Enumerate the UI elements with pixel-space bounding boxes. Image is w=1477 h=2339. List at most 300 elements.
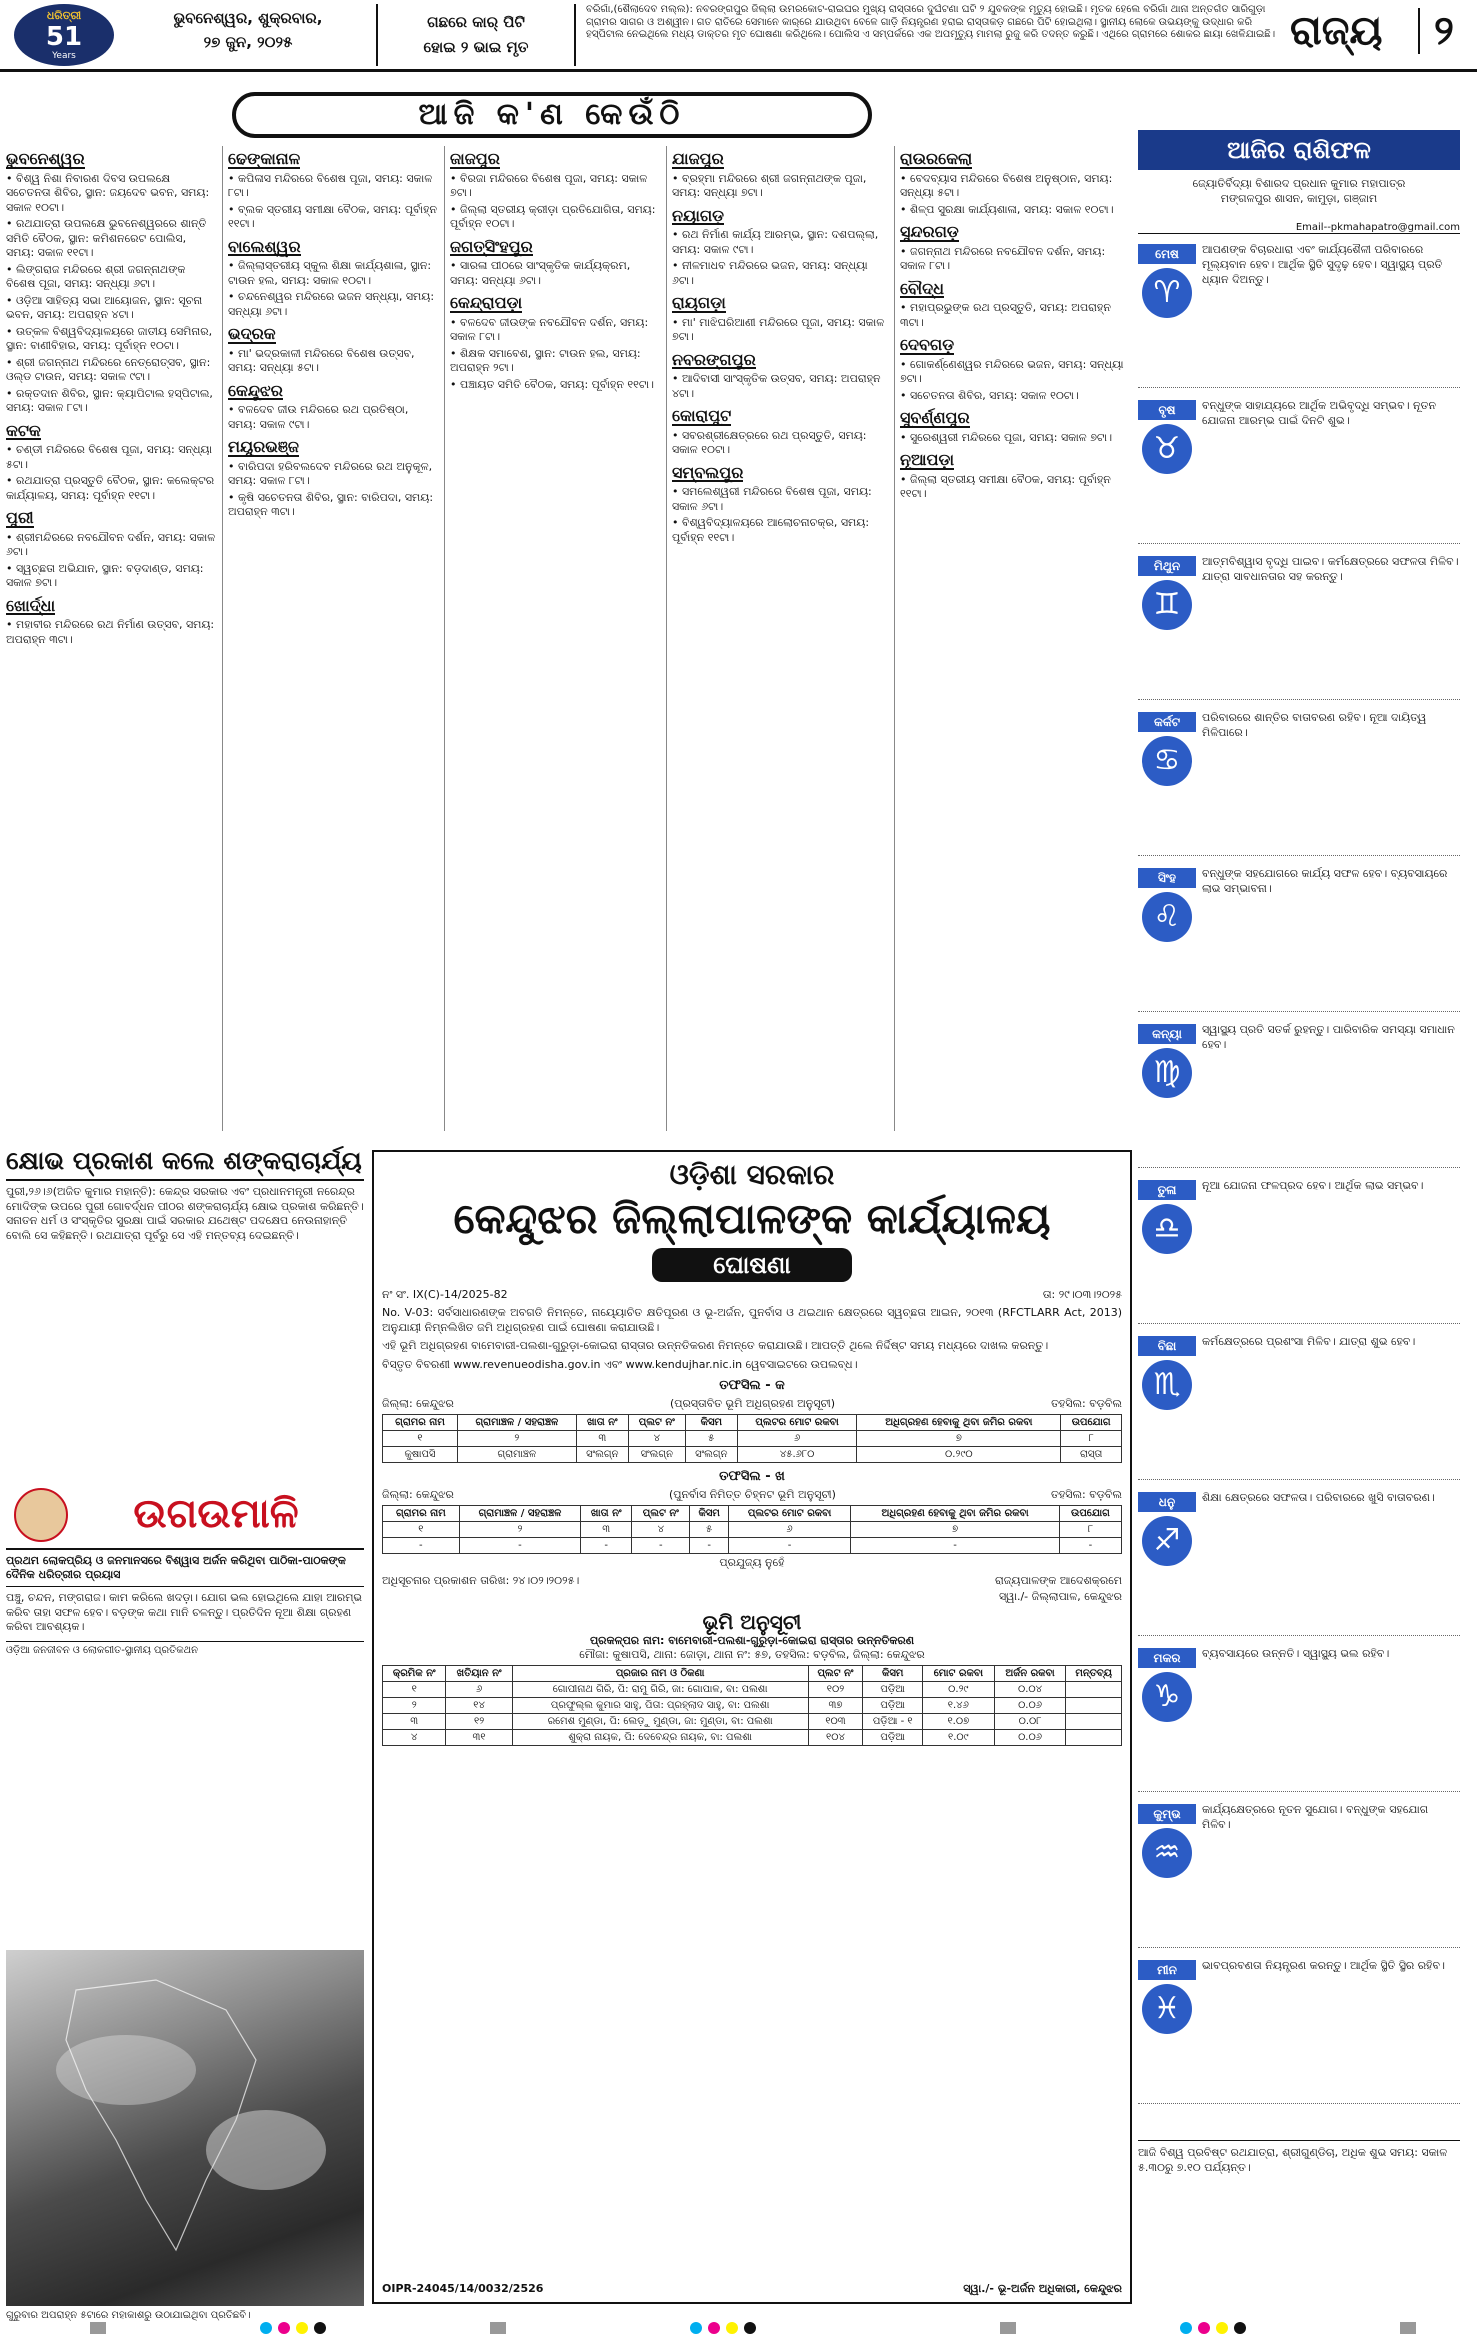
zodiac-icon: ♎ — [1142, 1204, 1192, 1254]
table-row — [383, 1714, 1122, 1730]
rashi-text: ଶିକ୍ଷା କ୍ଷେତ୍ରରେ ସଫଳତା। ପରିବାରରେ ଖୁସି ବାତାବରଣ। — [1202, 1491, 1435, 1504]
table-cell: ଅର୍ଜନ ରକବା — [994, 1666, 1066, 1682]
rashi-name: କନ୍ୟା — [1138, 1024, 1196, 1044]
table-cell: କ୍ରମିକ ନଂ — [383, 1666, 446, 1682]
table-row — [383, 1698, 1122, 1714]
table-cell: - — [728, 1538, 850, 1554]
table-cell: ଶୁକ୍ରା ନାୟକ, ପି: ଦେବେନ୍ଦ୍ର ନାୟକ, ବା: ପଲଶା — [512, 1730, 808, 1746]
black-dot — [1234, 2322, 1246, 2334]
magenta-dot — [708, 2322, 720, 2334]
table-cell: ମୋଟ ରକବା — [923, 1666, 995, 1682]
yellow-dot — [1216, 2322, 1228, 2334]
table-cell: ୧.୦୯ — [923, 1730, 995, 1746]
table-row — [383, 1730, 1122, 1746]
rashi-text: ପରିବାରରେ ଶାନ୍ତିର ବାତାବରଣ ରହିବ। ନୂଆ ଦାୟିତ୍ୱ ମିଳିପାରେ। — [1202, 711, 1427, 739]
rashi-sign — [1138, 1328, 1460, 1480]
table-cell: ପଡ଼ିଆ — [863, 1682, 923, 1698]
city-heading: ପୁରୀ — [6, 508, 34, 527]
rashi-sign — [1138, 392, 1460, 544]
city-heading: ଖୋର୍ଦ୍ଧା — [6, 595, 56, 615]
rashi-name: ଧନୁ — [1138, 1492, 1196, 1512]
memo-number: ନଂ ସଂ. IX(C)-14/2025-82 — [382, 1288, 508, 1301]
event-item: • ରକ୍ତଦାନ ଶିବିର, ସ୍ଥାନ: କ୍ୟାପିଟାଲ ହସ୍ପିଟାଲ, ସମୟ: ସକାଳ ୮ଟା। — [6, 387, 216, 416]
city-heading: ସୁନ୍ଦରଗଡ଼ — [900, 222, 959, 241]
table-cell: ୩ — [576, 1431, 628, 1447]
cyan-dot — [1180, 2322, 1192, 2334]
table-cell: - — [851, 1538, 1060, 1554]
top-news-text: ବରିଗାଁ,(ଶୈଲାଦେବ ମଲ୍ଲ): ନବରଙ୍ଗପୁର ଜିଲ୍ଲା ଉମରକୋଟ-ରାଇଘର ମୁଖ୍ୟ ରାସ୍ତାରେ ଦୁର୍ଘଟଣା ଘଟି ୨ ଯୁବକଙ୍କ ମୃତ୍ୟୁ ହୋଇଛି। ମୃତକ ହେଲେ ବରିଗାଁ ଥାନା ଅନ୍ତର୍ଗତ ସାରିଗୁଡ଼ା ଗ୍ରାମର ସାଗର ଓ ଅଶ୍ୱୀନ। ଗତ ରାତିରେ ସେମାନେ କାର୍‌ରେ ଯାଉଥିବା ବେଳେ ଗାଡ଼ି ନିୟନ୍ତ୍ରଣ ହରାଇ ରାସ୍ତାକଡ଼ ଗଛରେ ପିଟି ହୋଇଥିଲା। ସ୍ଥାନୀୟ ଲୋକେ ଉଭୟଙ୍କୁ ଉଦ୍ଧାର କରି ହସ୍ପିଟାଲ ନେଇଥିଲେ ମଧ୍ୟ ଡାକ୍ତର ମୃତ ଘୋଷଣା କରିଥିଲେ। ପୋଲିସ ଏ ସମ୍ପର୍କରେ ଏକ ଅପମୃତ୍ୟୁ ମାମଲା ରୁଜୁ କରି ତଦନ୍ତ କରୁଛି। ଏଥିରେ ଗ୍ରାମରେ ଶୋକର ଛାୟା ଖେଳିଯାଇଛି। — [586, 4, 1276, 40]
table-cell: ୨ — [383, 1698, 446, 1714]
dharitri-logo — [14, 4, 114, 66]
event-item: • ମହାବୀର ମନ୍ଦିରରେ ରଥ ନିର୍ମାଣ ଉତ୍ସବ, ସମୟ: ଅପରାହ୍ନ ୩ଟା। — [6, 618, 216, 647]
rashi-name: ମେଷ — [1138, 244, 1196, 264]
event-item: • ରଥଯାତ୍ରା ଉପଲକ୍ଷେ ଭୁବନେଶ୍ୱରରେ ଶାନ୍ତି ସମିତି ବୈଠକ, ସ୍ଥାନ: କମିଶନରେଟ ପୋଲିସ, ସମୟ: ସକାଳ ୧୧ଟା। — [6, 217, 216, 261]
rashi-sign — [1138, 1640, 1460, 1792]
table-cell: ମନ୍ତବ୍ୟ — [1066, 1666, 1122, 1682]
city-heading: ଜଗତ୍‌ସିଂହପୁର — [450, 236, 533, 256]
city-heading: କେନ୍ଦୁଝର — [228, 380, 283, 400]
event-item: • ବ୍ରହ୍ମା ମନ୍ଦିରରେ ଶ୍ରୀ ଜଗନ୍ନାଥଙ୍କ ପୂଜା, ସମୟ: ସନ୍ଧ୍ୟା ୭ଟା। — [672, 172, 888, 201]
table-cell: ୧.୪୬ — [923, 1698, 995, 1714]
table-cell: ୩ — [383, 1714, 446, 1730]
table-cell: ୩୧ — [446, 1730, 512, 1746]
event-item: • କପିଳାସ ମନ୍ଦିରରେ ବିଶେଷ ପୂଜା, ସମୟ: ସକାଳ ୮ଟା। — [228, 172, 438, 201]
table-cell: ପ୍ଲଟ ନଂ — [808, 1666, 863, 1682]
table-cell: ପ୍ରଫୁଲ୍ଲ କୁମାର ସାହୁ, ପିତା: ପ୍ରହ୍ଲାଦ ସାହୁ, ବା: ପଲଶା — [512, 1698, 808, 1714]
table-cell: ୭ — [851, 1522, 1060, 1538]
table-cell: ୮ — [1061, 1431, 1122, 1447]
notice-paragraph-3: ବିସ୍ତୃତ ବିବରଣୀ www.revenueodisha.gov.in ଏବଂ www.kendujhar.nic.in ୱେବସାଇଟରେ ଉପଲବ୍ଧ। — [382, 1357, 858, 1371]
schedule-k-subtitle: (ପ୍ରସ୍ତାବିତ ଭୂମି ଅଧିଗ୍ରହଣ ଅନୁସୂଚୀ) — [669, 1397, 836, 1410]
rashi-text: ଭାବପ୍ରବଣତା ନିୟନ୍ତ୍ରଣ କରନ୍ତୁ। ଆର୍ଥିକ ସ୍ଥିତି ସ୍ଥିର ରହିବ। — [1202, 1959, 1445, 1972]
astrologer-name: ଜ୍ୟୋତିର୍ବିଦ୍ୟା ବିଶାରଦ ପ୍ରଧାନ କୁମାର ମହାପାତ୍ର — [1192, 177, 1406, 190]
land-schedule-title: ଭୂମି ଅନୁସୂଚୀ — [702, 1610, 802, 1634]
table-cell: ପ୍ଲଟ ନଂ — [628, 1415, 685, 1431]
ugaudmali-credit: ଓଡ଼ିଆ ଜନଜୀବନ ଓ ଲୋକଗୀତ-ସ୍ଥାନୀୟ ପ୍ରତିକଥନ — [6, 1641, 364, 1656]
event-item: • ନୀଳମାଧବ ମନ୍ଦିରରେ ଭଜନ, ସମୟ: ସନ୍ଧ୍ୟା ୬ଟା। — [672, 259, 888, 288]
table-cell: ଉପଯୋଗ — [1059, 1506, 1121, 1522]
story-headline: କ୍ଷୋଭ ପ୍ରକାଶ କଲେ ଶଙ୍କରାଚାର୍ଯ୍ୟ — [6, 1146, 364, 1181]
rashifal-footer: ଆଜି ବିଶ୍ୱ ପ୍ରବିଷ୍ଟ ରଥଯାତ୍ରା, ଶ୍ରୀଗୁଣ୍ଡିଚା, ଅଧିକ ଶୁଭ ସମୟ: ସକାଳ ୫.୩୦ରୁ ୭.୧୦ ପର୍ଯ୍ୟନ୍ତ। — [1138, 2140, 1460, 2175]
event-item: • ସଚେତନତା ଶିବିର, ସମୟ: ସକାଳ ୧୦ଟା। — [900, 389, 1126, 404]
schedule-k-title: ତଫସିଲ - କ — [719, 1378, 785, 1393]
cartoon-face-icon — [14, 1488, 68, 1542]
city-heading: ବୌଦ୍ଧ — [900, 278, 944, 298]
shankaracharya-story — [6, 1146, 364, 1243]
rashi-name: କୁମ୍ଭ — [1138, 1804, 1196, 1824]
schedule-kh-subtitle: (ପୁନର୍ବାସ ନିମିତ୍ତ ଚିହ୍ନଟ ଭୂମି ଅନୁସୂଚୀ) — [668, 1488, 836, 1501]
table-cell: ୦.୦୬ — [994, 1730, 1066, 1746]
column-divider — [894, 146, 895, 1131]
event-item: • ଗୋକର୍ଣ୍ଣେଶ୍ୱର ମନ୍ଦିରରେ ଭଜନ, ସମୟ: ସନ୍ଧ୍ୟା ୭ଟା। — [900, 358, 1126, 387]
table-cell: କୁଷାପସି — [383, 1447, 458, 1463]
table-cell: ଖତିୟାନ ନଂ — [446, 1666, 512, 1682]
city-heading: ରାୟଗଡ଼ା — [672, 293, 726, 312]
logo-number: 51 — [45, 22, 83, 52]
table-cell: ୮ — [1059, 1522, 1121, 1538]
table-cell: ୨ — [457, 1431, 576, 1447]
table-cell: ଗ୍ରାମାଞ୍ଚଳ — [457, 1447, 576, 1463]
rashi-name: ମିଥୁନ — [1138, 556, 1196, 576]
zodiac-icon: ♓ — [1142, 1984, 1192, 2034]
rashi-name: ବୃଷ — [1138, 400, 1196, 420]
table-cell: ୦.୨୯୦ — [857, 1447, 1061, 1463]
city-heading: କୋରାପୁଟ — [672, 406, 732, 425]
table-cell: ୩ — [581, 1522, 632, 1538]
publish-date: ଅଧିସୂଚନାର ପ୍ରକାଶନ ତାରିଖ: ୨୪।୦୨।୨୦୨୫। — [382, 1574, 580, 1587]
schedule-k-table — [382, 1414, 1122, 1463]
zodiac-icon: ♌ — [1142, 892, 1192, 942]
events-column-5 — [900, 146, 1126, 1131]
rashi-sign — [1138, 1016, 1460, 1168]
oipr-number: OIPR-24045/14/0032/2526 — [382, 2282, 544, 2295]
event-item: • ବଳଦେବ ଜୀଉ ମନ୍ଦିରରେ ରଥ ପ୍ରତିଷ୍ଠା, ସମୟ: ସକାଳ ୯ଟା। — [228, 403, 438, 432]
satellite-map-outline — [6, 1950, 364, 2306]
city-heading: ଜାଜପୁର — [450, 149, 500, 168]
table-cell: ରାସ୍ତା — [1061, 1447, 1122, 1463]
table-cell: ସଂଲଗ୍ନ — [685, 1447, 737, 1463]
city-heading: ମୟୂରଭଞ୍ଜ — [228, 437, 299, 456]
rashi-text: କାର୍ଯ୍ୟକ୍ଷେତ୍ରରେ ନୂତନ ସୁଯୋଗ। ବନ୍ଧୁଙ୍କ ସହଯୋଗ ମିଳିବ। — [1202, 1803, 1429, 1831]
city-heading: ସୁବର୍ଣ୍ଣପୁର — [900, 408, 970, 427]
cyan-dot — [690, 2322, 702, 2334]
table-cell: - — [383, 1538, 460, 1554]
schedule-k-subrow — [382, 1397, 1122, 1411]
event-item: • ଶ୍ରୀମନ୍ଦିରରେ ନବଯୌବନ ଦର୍ଶନ, ସମୟ: ସକାଳ ୬ଟା। — [6, 531, 216, 560]
table-cell: ୧୦୨ — [808, 1682, 863, 1698]
event-item: • ଉତ୍କଳ ବିଶ୍ୱବିଦ୍ୟାଳୟରେ ଜାତୀୟ ସେମିନାର, ସ୍ଥାନ: ବାଣୀବିହାର, ସମୟ: ପୂର୍ବାହ୍ନ ୧୦ଟା। — [6, 325, 216, 354]
zodiac-icon: ♏ — [1142, 1360, 1192, 1410]
table-cell: ୫ — [690, 1522, 728, 1538]
schedule-kh-title: ତଫସିଲ - ଖ — [719, 1469, 785, 1484]
table-cell: ୧୪ — [446, 1698, 512, 1714]
rashi-text: ଆପଣଙ୍କ ବିଚାରଧାରା ଏବଂ କାର୍ଯ୍ୟଶୈଳୀ ପରିବାରରେ ମୂଲ୍ୟବାନ ହେବ। ଆର୍ଥିକ ସ୍ଥିତି ସୁଦୃଢ଼ ହେବ। ସ୍ୱାସ୍ଥ୍ୟ ପ୍ରତି ଧ୍ୟାନ ଦିଅନ୍ତୁ। — [1202, 243, 1443, 286]
yellow-dot — [296, 2322, 308, 2334]
notice-issuer: ଓଡ଼ିଶା ସରକାର — [669, 1158, 835, 1191]
event-item: • ବ୍ଲକ ସ୍ତରୀୟ ସମୀକ୍ଷା ବୈଠକ, ସମୟ: ପୂର୍ବାହ୍ନ ୧୧ଟା। — [228, 203, 438, 232]
land-schedule-table — [382, 1665, 1122, 1746]
magenta-dot — [278, 2322, 290, 2334]
rashi-name: କର୍କଟ — [1138, 712, 1196, 732]
city-heading: ଭଦ୍ରକ — [228, 324, 276, 343]
event-item: • ଚଣ୍ଡୀ ମନ୍ଦିରରେ ବିଶେଷ ପୂଜା, ସମୟ: ସନ୍ଧ୍ୟା ୫ଟା। — [6, 443, 216, 472]
table-cell: ୩୭ — [808, 1698, 863, 1714]
notice-type: ଘୋଷଣା — [652, 1248, 852, 1282]
table-cell: ୭ — [857, 1431, 1061, 1447]
ugaudmali-body: ପଞ୍ଚୁ, ଚନ୍ଦନ, ମଙ୍ଗରାଜ। କାମ କରିଲେ ଖଦଡ଼ା। ଯୋଗ ଭଲ ହୋଇଥିଲେ ଯାହା ଆରମ୍ଭ କରିବ ତାହା ସଫଳ ହେବ। ବଡ଼ଙ୍କ କଥା ମାନି ଚଳନ୍ତୁ। ପ୍ରତିଦିନ ନୂଆ ଶିକ୍ଷା ଗ୍ରହଣ କରିବା ଆବଶ୍ୟକ। — [6, 1591, 363, 1633]
table-cell: ୦.୦୪ — [994, 1682, 1066, 1698]
zodiac-icon: ♐ — [1142, 1516, 1192, 1566]
event-item: • କୃଷି ସଚେତନତା ଶିବିର, ସ୍ଥାନ: ବାରିପଦା, ସମୟ: ଅପରାହ୍ନ ୩ଟା। — [228, 491, 438, 520]
project-name: ପ୍ରକଳ୍ପର ନାମ: ବାମେବାରୀ-ପଲଶା-ଗୁରୁଡ଼ା-କୋଇରା ରାସ୍ତାର ଉନ୍ନତିକରଣ — [589, 1634, 915, 1647]
rashi-name: ମକର — [1138, 1648, 1196, 1668]
rashi-name: ସିଂହ — [1138, 868, 1196, 888]
events-column-4 — [672, 146, 888, 1131]
events-column-2 — [228, 146, 438, 1131]
table-row — [383, 1682, 1122, 1698]
rashi-name: ମୀନ — [1138, 1960, 1196, 1980]
rashi-sign — [1138, 1796, 1460, 1948]
rashi-sign — [1138, 548, 1460, 700]
logo-years: Years — [52, 51, 76, 61]
cyan-dot — [260, 2322, 272, 2334]
city-heading: ବାଲେଶ୍ୱର — [228, 236, 301, 256]
table-cell: ଖାତା ନଂ — [581, 1506, 632, 1522]
schedule-kh-table — [382, 1505, 1122, 1554]
event-item: • ବଳଦେବ ଜୀଉଙ୍କ ନବଯୌବନ ଦର୍ଶନ, ସମୟ: ସକାଳ ୮ଟା। — [450, 316, 660, 345]
event-item: • ସୁରେଶ୍ୱରୀ ମନ୍ଦିରରେ ପୂଜା, ସମୟ: ସକାଳ ୭ଟା। — [900, 431, 1126, 446]
table-cell: ୧୦୩ — [808, 1714, 863, 1730]
table-cell: କିସମ — [863, 1666, 923, 1682]
table-cell: ପ୍ରଜାର ନାମ ଓ ଠିକଣା — [512, 1666, 808, 1682]
grey-bar — [90, 2322, 106, 2334]
table-cell: ରମେଶ ମୁଣ୍ଡା, ପି: ଲେଡ଼ୁ ମୁଣ୍ଡା, ଜା: ମୁଣ୍ଡା, ବା: ପଲଶା — [512, 1714, 808, 1730]
rashi-name: ତୁଳା — [1138, 1180, 1196, 1200]
column-divider — [444, 146, 445, 1131]
rashi-sign — [1138, 860, 1460, 1012]
zodiac-icon: ♒ — [1142, 1828, 1192, 1878]
table-cell: ପଡ଼ିଆ - ୧ — [863, 1714, 923, 1730]
rashi-sign — [1138, 1484, 1460, 1636]
city-heading: ନୂଆପଡ଼ା — [900, 450, 954, 469]
column-divider — [222, 146, 223, 1131]
event-item: • ରଥଯାତ୍ରା ପ୍ରସ୍ତୁତି ବୈଠକ, ସ୍ଥାନ: କଲେକ୍ଟର କାର୍ଯ୍ୟାଳୟ, ସମୟ: ପୂର୍ବାହ୍ନ ୧୧ଟା। — [6, 474, 216, 503]
memo-date: ତା: ୨୯।୦୩।୨୦୨୫ — [1042, 1288, 1122, 1301]
table-cell — [1066, 1730, 1122, 1746]
top-headline — [376, 4, 576, 66]
notice-paragraph-1: No. V-03: ସର୍ବସାଧାରଣଙ୍କ ଅବଗତି ନିମନ୍ତେ, ନାୟ୍ୟୋଚିତ କ୍ଷତିପୂରଣ ଓ ଭୂ-ଅର୍ଜନ, ପୁନର୍ବାସ ଓ ଥଇଥାନ କ୍ଷେତ୍ରରେ ସ୍ୱଚ୍ଛତା ଆଇନ, ୨୦୧୩ (RFCTLARR Act, 2013) ଅନୁଯାୟୀ ନିମ୍ନଲିଖିତ ଜମି ଅଧିଗ୍ରହଣ ପାଇଁ ଘୋଷଣା କରାଯାଉଛି। — [382, 1306, 1122, 1334]
ugaudmali-box — [6, 1480, 364, 1656]
table-cell: ୦.୦୮ — [994, 1714, 1066, 1730]
table-cell: ଗ୍ରାମାଞ୍ଚଳ / ସହରାଞ୍ଚଳ — [459, 1506, 581, 1522]
table-cell: - — [459, 1538, 581, 1554]
rashi-sign — [1138, 704, 1460, 856]
ugaudmali-tagline: ପ୍ରଥମ ଲୋକପ୍ରିୟ ଓ ଜନମାନସରେ ବିଶ୍ୱାସ ଅର୍ଜନ କରିଥିବା ପାଠିକା-ପାଠକଙ୍କ ଦୈନିକ ଧରିତ୍ରୀର ପ୍ରୟାସ — [6, 1550, 364, 1587]
black-dot — [314, 2322, 326, 2334]
event-item: • ଜିଲ୍ଲା ସ୍ତରୀୟ କ୍ରୀଡ଼ା ପ୍ରତିଯୋଗିତା, ସମୟ: ପୂର୍ବାହ୍ନ ୧୦ଟା। — [450, 203, 660, 232]
table-cell: ୬ — [737, 1431, 857, 1447]
table-cell: ପ୍ଲଟର ମୋଟ ରକବା — [737, 1415, 857, 1431]
notice-office: କେନ୍ଦୁଝର ଜିଲ୍ଲାପାଳଙ୍କ କାର୍ଯ୍ୟାଳୟ — [453, 1194, 1051, 1243]
print-registration-marks — [0, 2318, 1477, 2338]
table-cell: ଉପଯୋଗ — [1061, 1415, 1122, 1431]
table-cell: ଗ୍ରାମର ନାମ — [383, 1506, 460, 1522]
table-cell: ୧ — [383, 1431, 458, 1447]
ugaudmali-logo — [6, 1480, 364, 1550]
story-body: ପୁରୀ,୨୬।୬(ଅଜିତ କୁମାର ମହାନ୍ତି): କେନ୍ଦ୍ର ସରକାର ଏବଂ ପ୍ରଧାନମନ୍ତ୍ରୀ ନରେନ୍ଦ୍ର ମୋଦିଙ୍କ ଉପରେ ପୁରୀ ଗୋବର୍ଦ୍ଧନ ପୀଠର ଶଙ୍କରାଚାର୍ଯ୍ୟ କ୍ଷୋଭ ପ୍ରକାଶ କରିଛନ୍ତି। ସନାତନ ଧର୍ମ ଓ ସଂସ୍କୃତିର ସୁରକ୍ଷା ପାଇଁ ସରକାର ଯଥେଷ୍ଟ ପଦକ୍ଷେପ ନେଉନାହାନ୍ତି ବୋଲି ସେ କହିଛନ୍ତି। ରଥଯାତ୍ରା ପୂର୍ବରୁ ସେ ଏହି ମନ୍ତବ୍ୟ ଦେଇଛନ୍ତି। — [6, 1185, 364, 1242]
magenta-dot — [1198, 2322, 1210, 2334]
city-heading: ରାଉରକେଲା — [900, 149, 973, 168]
table-cell: ୧୦୪ — [808, 1730, 863, 1746]
city-heading: ଦେବଗଡ଼ — [900, 335, 955, 354]
table-cell: - — [581, 1538, 632, 1554]
collector-signature: ସ୍ୱା./- ଜିଲ୍ଲାପାଳ, କେନ୍ଦୁଝର — [998, 1590, 1122, 1603]
event-item: • ପଞ୍ଚାୟତ ସମିତି ବୈଠକ, ସମୟ: ପୂର୍ବାହ୍ନ ୧୧ଟା। — [450, 378, 660, 393]
rashi-text: ନୂଆ ଯୋଜନା ଫଳପ୍ରଦ ହେବ। ଆର୍ଥିକ ଲାଭ ସମ୍ଭବ। — [1202, 1179, 1424, 1192]
event-item: • ଶ୍ରୀ ଜଗନ୍ନାଥ ମନ୍ଦିରରେ ନେତ୍ରୋତ୍ସବ, ସ୍ଥାନ: ଓଲ୍ଡ ଟାଉନ, ସମୟ: ସକାଳ ୯ଟା। — [6, 356, 216, 385]
table-cell: ଅଧିଗ୍ରହଣ ହେବାକୁ ଥିବା ଜମିର ରକବା — [857, 1415, 1061, 1431]
event-item: • ବିଶ୍ୱ ନିଶା ନିବାରଣ ଦିବସ ଉପଲକ୍ଷେ ସଚେତନତା ଶିବିର, ସ୍ଥାନ: ଜୟଦେବ ଭବନ, ସମୟ: ସକାଳ ୧୦ଟା। — [6, 172, 216, 216]
land-officer-signature: ସ୍ୱା./- ଭୂ-ଅର୍ଜନ ଅଧିକାରୀ, କେନ୍ଦୁଝର — [963, 2282, 1122, 2295]
table-cell: ୪ — [632, 1522, 690, 1538]
event-item: • ଜଗନ୍ନାଥ ମନ୍ଦିରରେ ନବଯୌବନ ଦର୍ଶନ, ସମୟ: ସକାଳ ୮ଟା। — [900, 245, 1126, 274]
zodiac-icon: ♊ — [1142, 580, 1192, 630]
rashi-text: ବନ୍ଧୁଙ୍କ ସାହାଯ୍ୟରେ ଆର୍ଥିକ ଅଭିବୃଦ୍ଧି ସମ୍ଭବ। ନୂତନ ଯୋଜନା ଆରମ୍ଭ ପାଇଁ ଦିନଟି ଶୁଭ। — [1202, 399, 1437, 427]
dateline-place: ଭୁବନେଶ୍ୱର, ଶୁକ୍ରବାର, — [173, 9, 323, 27]
rashi-sign — [1138, 1952, 1460, 2104]
event-item: • ଲିଙ୍ଗରାଜ ମନ୍ଦିରରେ ଶ୍ରୀ ଜଗନ୍ନାଥଙ୍କ ବିଶେଷ ପୂଜା, ସମୟ: ସନ୍ଧ୍ୟା ୬ଟା। — [6, 263, 216, 292]
table-cell: ଗ୍ରାମର ନାମ — [383, 1415, 458, 1431]
rashi-name: ବିଛା — [1138, 1336, 1196, 1356]
district-label: ଜିଲ୍ଲା: କେନ୍ଦୁଝର — [382, 1397, 454, 1410]
table-cell: ସଂଲଗ୍ନ — [576, 1447, 628, 1463]
city-heading: ନବରଙ୍ଗପୁର — [672, 349, 756, 369]
table-cell: ୪ — [383, 1730, 446, 1746]
governor-order: ରାଜ୍ୟପାଳଙ୍କ ଆଦେଶକ୍ରମେ — [995, 1574, 1122, 1587]
event-item: • ଜିଲ୍ଲା ସ୍ତରୀୟ ସମୀକ୍ଷା ବୈଠକ, ସମୟ: ପୂର୍ବାହ୍ନ ୧୧ଟା। — [900, 473, 1126, 502]
government-notice — [372, 1150, 1132, 2304]
table-cell: ୧.୦୭ — [923, 1714, 995, 1730]
top-news-body — [586, 4, 1276, 66]
event-item: • ସ୍ୱଚ୍ଛତା ଅଭିଯାନ, ସ୍ଥାନ: ବଡ଼ଦାଣ୍ଡ, ସମୟ: ସକାଳ ୭ଟା। — [6, 562, 216, 591]
table-cell: କିସମ — [685, 1415, 737, 1431]
table-cell: କିସମ — [690, 1506, 728, 1522]
table-cell: ୪୫.୬୮୦ — [737, 1447, 857, 1463]
table-cell: ୨ — [459, 1522, 581, 1538]
table-cell: ୬ — [446, 1682, 512, 1698]
table-cell: - — [690, 1538, 728, 1554]
table-cell: ସଂଲଗ୍ନ — [628, 1447, 685, 1463]
notice-footer — [382, 2282, 1122, 2296]
event-item: • ମହାପ୍ରଭୁଙ୍କ ରଥ ପ୍ରସ୍ତୁତି, ସମୟ: ଅପରାହ୍ନ ୩ଟା। — [900, 301, 1126, 330]
column-divider — [666, 146, 667, 1131]
table-cell: ଗୋପୀନାଥ ଗିରି, ପି: ରାମୁ ଗିରି, ଜା: ଗୋପାଳ, ବା: ପଲଶା — [512, 1682, 808, 1698]
city-heading: ଢେଙ୍କାନାଳ — [228, 149, 301, 168]
events-banner: ଆଜି କ'ଣ କେଉଁଠି — [232, 92, 872, 138]
black-dot — [744, 2322, 756, 2334]
event-item: • ଜିଲ୍ଲାସ୍ତରୀୟ ସ୍କୁଲ ଶିକ୍ଷା କାର୍ଯ୍ୟଶାଳା, ସ୍ଥାନ: ଟାଉନ ହଲ, ସମୟ: ସକାଳ ୧୦ଟା। — [228, 259, 438, 288]
tahasil-label: ତହସିଲ: ବଡ଼ବିଲ — [1051, 1488, 1122, 1501]
event-item: • ବେଦବ୍ୟାସ ମନ୍ଦିରରେ ବିଶେଷ ଅନୁଷ୍ଠାନ, ସମୟ: ସନ୍ଧ୍ୟା ୫ଟା। — [900, 172, 1126, 201]
rashifal-title: ଆଜିର ରାଶିଫଳ — [1138, 130, 1460, 170]
zodiac-icon: ♋ — [1142, 736, 1192, 786]
grey-bar — [490, 2322, 506, 2334]
astrologer-place: ମଙ୍ଗଳପୁର ଶାସନ, କାମୁଡ଼ା, ଗଞ୍ଜାମ — [1220, 192, 1378, 205]
city-heading: କେନ୍ଦ୍ରାପଡ଼ା — [450, 293, 523, 312]
ugaudmali-title: ଉଗଉମାଳି — [133, 1491, 299, 1537]
city-heading: ସମ୍ବଲପୁର — [672, 462, 744, 482]
rashi-text: କର୍ମକ୍ଷେତ୍ରରେ ପ୍ରଶଂସା ମିଳିବ। ଯାତ୍ରା ଶୁଭ ହେବ। — [1202, 1335, 1416, 1348]
table-cell: ଗ୍ରାମାଞ୍ଚଳ / ସହରାଞ୍ଚଳ — [457, 1415, 576, 1431]
yellow-dot — [726, 2322, 738, 2334]
table-cell: ୪ — [628, 1431, 685, 1447]
zodiac-icon: ♍ — [1142, 1048, 1192, 1098]
table-cell: ୧୨ — [446, 1714, 512, 1730]
rashi-text: ବନ୍ଧୁଙ୍କ ସହଯୋଗରେ କାର୍ଯ୍ୟ ସଫଳ ହେବ। ବ୍ୟବସାୟରେ ଲାଭ ସମ୍ଭାବନା। — [1202, 867, 1448, 895]
table-cell: - — [632, 1538, 690, 1554]
table-cell — [1066, 1714, 1122, 1730]
mouza-details: ମୌଜା: କୁଷାପସି, ଥାନା: ଜୋଡ଼ା, ଥାନା ନଂ: ୫୭, ତହସିଲ: ବଡ଼ବିଲ, ଜିଲ୍ଲା: କେନ୍ଦୁଝର — [579, 1648, 925, 1661]
rashi-sign — [1138, 236, 1460, 388]
event-item: • ବାରିପଦା ହରିବଲଦେବ ମନ୍ଦିରରେ ରଥ ଅନୁକୂଳ, ସମୟ: ସକାଳ ୮ଟା। — [228, 460, 438, 489]
event-item: • ମା' ଭଦ୍ରକାଳୀ ମନ୍ଦିରରେ ବିଶେଷ ଉତ୍ସବ, ସମୟ: ସନ୍ଧ୍ୟା ୫ଟା। — [228, 347, 438, 376]
table-cell: - — [1059, 1538, 1121, 1554]
table-cell: ୧ — [383, 1522, 460, 1538]
event-item: • ସବରଶ୍ରୀକ୍ଷେତ୍ରରେ ରଥ ପ୍ରସ୍ତୁତି, ସମୟ: ସକାଳ ୧୦ଟା। — [672, 429, 888, 458]
page-number: ୨ — [1418, 8, 1468, 54]
city-heading: ଯାଜପୁର — [672, 149, 724, 168]
dateline-date: ୨୭ ଜୁନ, ୨୦୨୫ — [203, 33, 293, 51]
event-item: • ବିଶ୍ୱବିଦ୍ୟାଳୟରେ ଆଲୋଚନାଚକ୍ର, ସମୟ: ପୂର୍ବାହ୍ନ ୧୧ଟା। — [672, 516, 888, 545]
zodiac-icon: ♈ — [1142, 268, 1192, 318]
notice-paragraph-2: ଏହି ଭୂମି ଅଧିଗ୍ରହଣ ବାମେବାରୀ-ପଲଶା-ଗୁରୁଡ଼ା-କୋଇରା ରାସ୍ତାର ଉନ୍ନତିକରଣ ନିମନ୍ତେ କରାଯାଉଛି। ଆପତ୍ତି ଥିଲେ ନିର୍ଦ୍ଦିଷ୍ଟ ସମୟ ମଧ୍ୟରେ ଦାଖଲ କରନ୍ତୁ। — [382, 1339, 1049, 1352]
event-item: • ବିରଜା ମନ୍ଦିରରେ ବିଶେଷ ପୂଜା, ସମୟ: ସକାଳ ୭ଟା। — [450, 172, 660, 201]
table-cell: ୬ — [728, 1522, 850, 1538]
headline-line-2: ହୋଇ ୨ ଭାଇ ମୃତ — [423, 38, 529, 56]
rashi-text: ସ୍ୱାସ୍ଥ୍ୟ ପ୍ରତି ସତର୍କ ରୁହନ୍ତୁ। ପାରିବାରିକ ସମସ୍ୟା ସମାଧାନ ହେବ। — [1202, 1023, 1455, 1051]
satellite-image — [6, 1950, 364, 2306]
district-label: ଜିଲ୍ଲା: କେନ୍ଦୁଝର — [382, 1488, 454, 1501]
table-cell: ଖାତା ନଂ — [576, 1415, 628, 1431]
table-cell — [1066, 1698, 1122, 1714]
event-item: • ସମଲେଶ୍ୱରୀ ମନ୍ଦିରରେ ବିଶେଷ ପୂଜା, ସମୟ: ସକାଳ ୬ଟା। — [672, 485, 888, 514]
city-heading: ନୟାଗଡ଼ — [672, 205, 725, 225]
event-item: • ରଥ ନିର୍ମାଣ କାର୍ଯ୍ୟ ଆରମ୍ଭ, ସ୍ଥାନ: ଦଶପଲ୍ଲା, ସମୟ: ସକାଳ ୯ଟା। — [672, 228, 888, 257]
rashi-text: ବ୍ୟବସାୟରେ ଉନ୍ନତି। ସ୍ୱାସ୍ଥ୍ୟ ଭଲ ରହିବ। — [1202, 1647, 1390, 1660]
schedule-kh-note: ପ୍ରଯୁଜ୍ୟ ନୁହେଁ — [719, 1556, 785, 1569]
table-cell: ୦.୨୯ — [923, 1682, 995, 1698]
table-cell: ୦.୦୬ — [994, 1698, 1066, 1714]
grey-bar — [1400, 2322, 1416, 2334]
rashi-text: ଆତ୍ମବିଶ୍ୱାସ ବୃଦ୍ଧି ପାଇବ। କର୍ମକ୍ଷେତ୍ରରେ ସଫଳତା ମିଳିବ। ଯାତ୍ରା ସାବଧାନତାର ସହ କରନ୍ତୁ। — [1202, 555, 1459, 583]
zodiac-icon: ♉ — [1142, 424, 1192, 474]
table-cell: ପ୍ଲଟ ନଂ — [632, 1506, 690, 1522]
event-item: • ଶିଳ୍ପ ସୁରକ୍ଷା କାର୍ଯ୍ୟଶାଳା, ସମୟ: ସକାଳ ୧୦ଟା। — [900, 203, 1126, 218]
headline-line-1: ଗଛରେ କାର୍ ପିଟି — [427, 13, 525, 31]
zodiac-icon: ♑ — [1142, 1672, 1192, 1722]
events-column-1 — [6, 146, 216, 1131]
table-cell: ପଡ଼ିଆ — [863, 1698, 923, 1714]
event-item: • ଆଦିବାସୀ ସାଂସ୍କୃତିକ ଉତ୍ସବ, ସମୟ: ଅପରାହ୍ନ ୪ଟା। — [672, 372, 888, 401]
table-cell: ପ୍ଲଟର ମୋଟ ରକବା — [728, 1506, 850, 1522]
satellite-caption: ଗୁରୁବାର ଅପରାହ୍ନ ୫ଟାରେ ମହାକାଶରୁ ଉଠାଯାଇଥିବା ପ୍ରତିଛବି। — [6, 2310, 251, 2321]
events-column-3 — [450, 146, 660, 1131]
city-heading: କଟକ — [6, 420, 41, 440]
astrologer-credit — [1138, 176, 1460, 206]
tahasil-label: ତହସିଲ: ବଡ଼ବିଲ — [1051, 1397, 1122, 1410]
table-cell: ୫ — [685, 1431, 737, 1447]
event-item: • ମା' ମାଝିଘରିଆଣୀ ମନ୍ଦିରରେ ପୂଜା, ସମୟ: ସକାଳ ୭ଟା। — [672, 316, 888, 345]
table-cell: ଅଧିଗ୍ରହଣ ହେବାକୁ ଥିବା ଜମିର ରକବା — [851, 1506, 1060, 1522]
logo-title: ଧରିତ୍ରୀ — [46, 9, 82, 22]
event-item: • ଶିକ୍ଷକ ସମାବେଶ, ସ୍ଥାନ: ଟାଉନ ହଲ, ସମୟ: ଅପରାହ୍ନ ୨ଟା। — [450, 347, 660, 376]
astrologer-email: Email--pkmahapatro@gmail.com — [1138, 222, 1460, 234]
city-heading: ଭୁବନେଶ୍ୱର — [6, 149, 85, 168]
section-name: ରାଜ୍ୟ — [1290, 8, 1383, 54]
event-item: • ଓଡ଼ିଆ ସାହିତ୍ୟ ସଭା ଆୟୋଜନ, ସ୍ଥାନ: ସୂଚନା ଭବନ, ସମୟ: ଅପରାହ୍ନ ୪ଟା। — [6, 294, 216, 323]
event-item: • ସାରଳା ପୀଠରେ ସାଂସ୍କୃତିକ କାର୍ଯ୍ୟକ୍ରମ, ସମୟ: ସନ୍ଧ୍ୟା ୬ଟା। — [450, 259, 660, 288]
event-item: • ଚନ୍ଦନେଶ୍ୱର ମନ୍ଦିରରେ ଭଜନ ସନ୍ଧ୍ୟା, ସମୟ: ସନ୍ଧ୍ୟା ୬ଟା। — [228, 290, 438, 319]
table-cell — [1066, 1682, 1122, 1698]
dateline — [128, 6, 368, 54]
schedule-kh-subrow — [382, 1488, 1122, 1502]
grey-bar — [1000, 2322, 1016, 2334]
rashi-sign — [1138, 1172, 1460, 1324]
table-cell: ୧ — [383, 1682, 446, 1698]
publish-row — [382, 1574, 1122, 1588]
notice-memo-row — [382, 1288, 1122, 1302]
table-cell: ପଡ଼ିଆ — [863, 1730, 923, 1746]
